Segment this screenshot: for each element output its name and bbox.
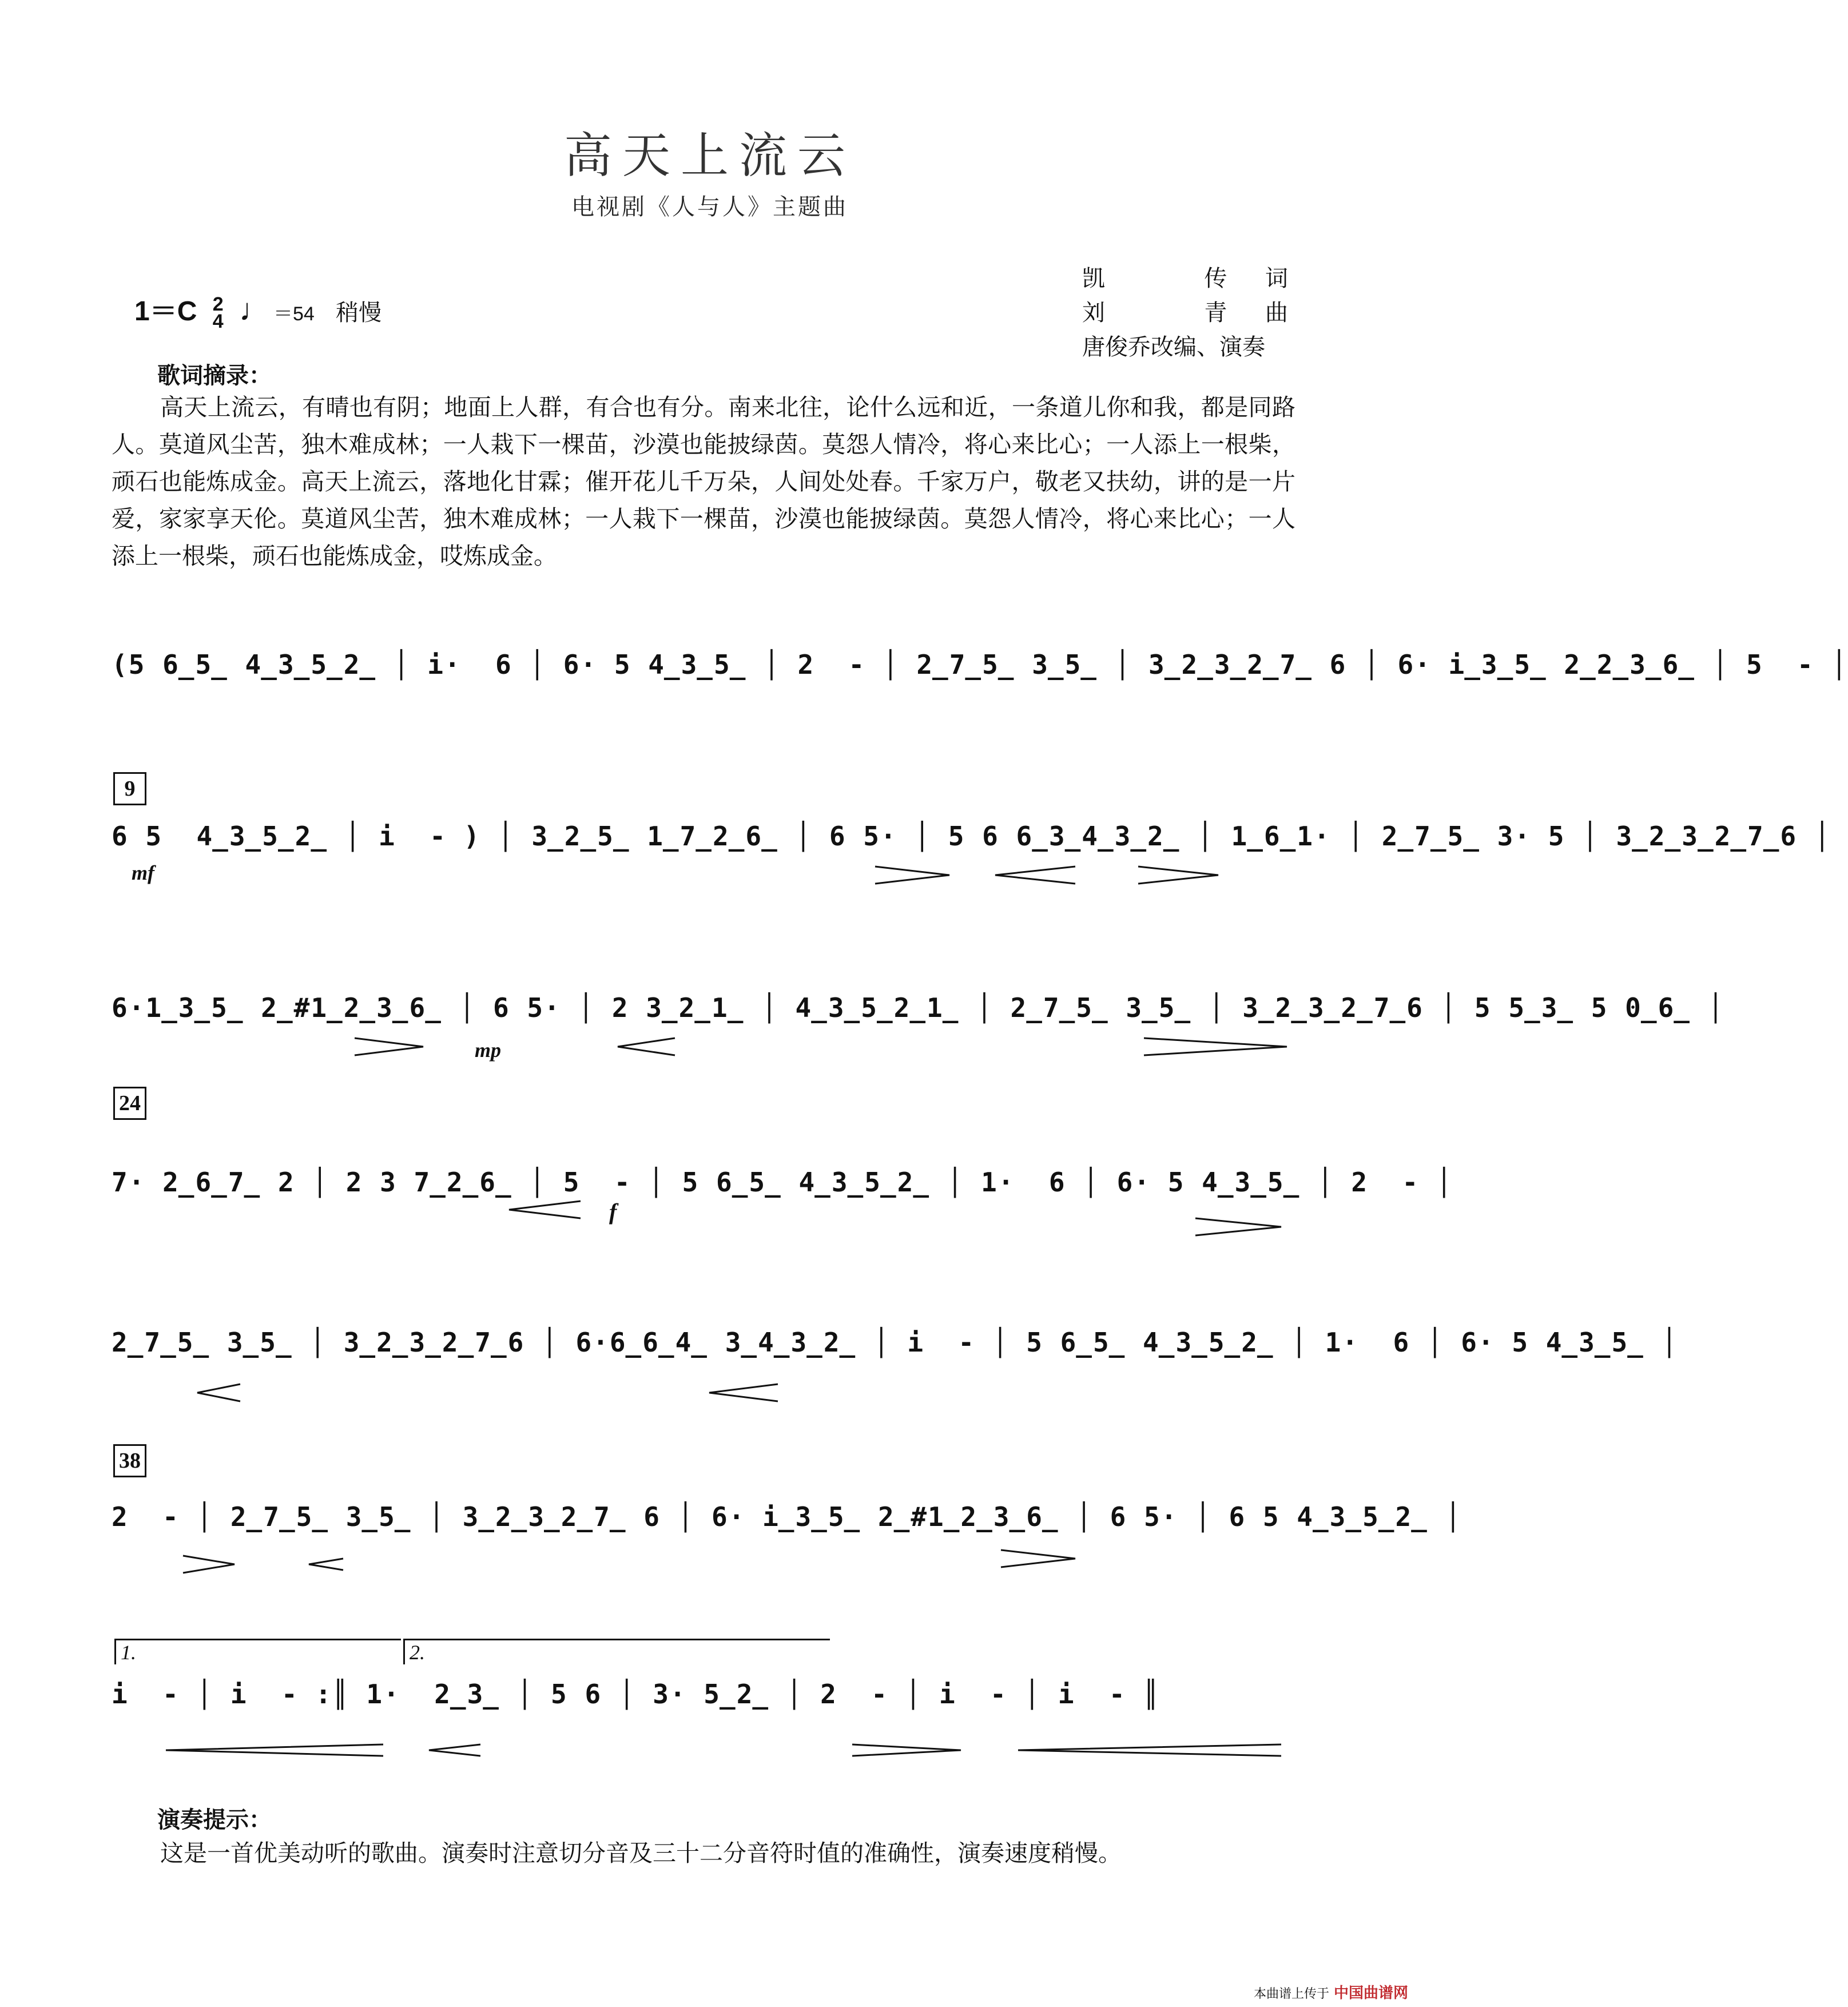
lyrics-heading: 歌词摘录： xyxy=(157,363,272,389)
page-subtitle: 电视剧《人与人》主题曲 xyxy=(571,194,848,220)
footer-upload-text: 本曲谱上传于 xyxy=(1253,1987,1329,2001)
rehearsal-mark-24: 24 xyxy=(113,1087,146,1120)
dynamic-f: f xyxy=(609,1199,617,1225)
key-sig: 1＝C xyxy=(134,296,197,327)
dynamic-mf: mf xyxy=(132,861,154,884)
ending-1-bracket: 1. xyxy=(114,1639,401,1664)
footer-brand: 中国曲谱网 xyxy=(1333,1985,1408,2002)
rehearsal-mark-9: 9 xyxy=(113,772,146,805)
score-line-7: i - │ i - :║ 1· 2̲3̲ │ 5 6 │ 3· 5̲2̲ │ 2 - │ i - │ i - ║ xyxy=(112,1679,1161,1710)
lyrics-text: 高天上流云，有晴也有阴；地面上人群，有合也有分。南来北往，论什么远和近，一条道儿你和我，都是同路人。莫道风尘苦，独木难成林；一人栽下一棵苗，沙漠也能披绿茵。莫怨人情冷，将心来比心；一人添上一根柴，顽石也能炼成金。高天上流云，落地化甘霖；催开花儿千万朵，人间处处春。千家万户，敬老又扶幼，讲的是一片爱，家家享天伦。莫道风尘苦，独木难成林；一人栽下一棵苗，沙漠也能披绿茵。莫怨人情冷，将心来比心；一人添上一根柴，顽石也能炼成金，哎炼成金。 xyxy=(112,394,1295,570)
credit-arranger: 唐俊乔改编、演奏 xyxy=(1082,334,1265,360)
score-line-4: 7· 2̲6̲7̲ 2 │ 2 3 7̲2̲6̲ │ 5 - │ 5 6̲5̲ 4̲3̲5̲2̲ │ 1· 6 │ 6· 5 4̲3̲5̲ │ 2 - │ xyxy=(112,1167,1453,1198)
tips-heading: 演奏提示： xyxy=(157,1807,272,1833)
credit-lyricist: 凯 传词 xyxy=(1082,265,1288,292)
time-bottom: 4 xyxy=(212,311,224,333)
speed-marking: 稍慢 xyxy=(336,300,382,325)
credit-composer: 刘 青曲 xyxy=(1082,300,1288,326)
page-title: 高天上流云 xyxy=(563,128,856,184)
footer-watermark xyxy=(1254,1981,1408,2002)
score-line-2: 6 5 4̲3̲5̲2̲ │ i - ) │ 3̲2̲5̲ 1̲7̲2̲6̲ │ 6 5· │ 5 6 6̲3̲4̲3̲2̲ │ 1̲6̲1· │ 2̲7̲5̲ 3· 5 │ 3̲2̲3̲2̲7̲6 │ xyxy=(112,821,1831,852)
time-top: 2 xyxy=(212,293,224,315)
score-line-5: 2̲7̲5̲ 3̲5̲ │ 3̲2̲3̲2̲7̲6 │ 6·6̲6̲4̲ 3̲4̲3̲2̲ │ i - │ 5 6̲5̲ 4̲3̲5̲2̲ │ 1· 6 │ 6· 5 4̲3̲5̲ │ xyxy=(112,1327,1679,1358)
tips-text: 这是一首优美动听的歌曲。演奏时注意切分音及三十二分音符时值的准确性，演奏速度稍慢。 xyxy=(160,1839,1122,1867)
quarter-note-icon: ♩ xyxy=(239,293,270,327)
score-line-3: 6·1̲3̲5̲ 2̲#1̲2̲3̲6̲ │ 6 5· │ 2 3̲2̲1̲ │ 4̲3̲5̲2̲1̲ │ 2̲7̲5̲ 3̲5̲ │ 3̲2̲3̲2̲7̲6 │ 5 5̲3̲ 5 0̲6̲ │ xyxy=(112,992,1725,1023)
rehearsal-mark-38: 38 xyxy=(113,1444,146,1477)
tempo-value: ＝54 xyxy=(273,303,315,325)
dynamic-mp: mp xyxy=(475,1039,502,1062)
score-line-1: (5 6̲5̲ 4̲3̲5̲2̲ │ i· 6 │ 6· 5 4̲3̲5̲ │ 2 - │ 2̲7̲5̲ 3̲5̲ │ 3̲2̲3̲2̲7̲ 6 │ 6· i̲3̲5̲ 2̲2̲3̲6̲ │ 5 - │ xyxy=(112,649,1848,680)
ending-2-bracket: 2. xyxy=(403,1639,830,1664)
score-line-6: 2 - │ 2̲7̲5̲ 3̲5̲ │ 3̲2̲3̲2̲7̲ 6 │ 6· i̲3̲5̲ 2̲#1̲2̲3̲6̲ │ 6 5· │ 6 5 4̲3̲5̲2̲ │ xyxy=(112,1501,1462,1532)
